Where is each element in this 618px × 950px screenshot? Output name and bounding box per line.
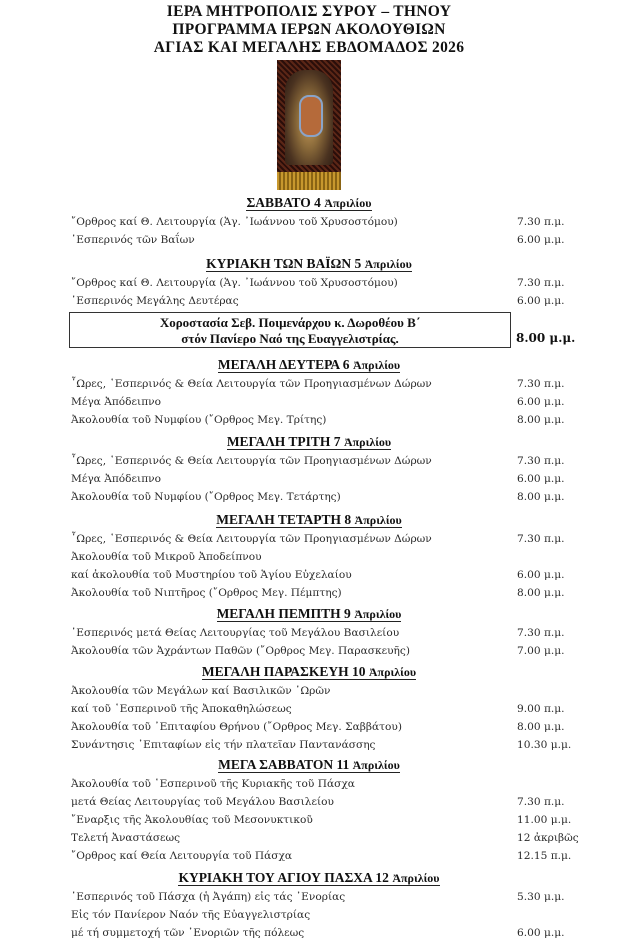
service-time: 8.00 μ.μ.: [517, 490, 565, 503]
service-time: 5.30 μ.μ.: [517, 891, 565, 903]
day-heading: [0, 357, 618, 373]
service-label: ῾Εσπερινός τοῦ Πάσχα (ἡ Ἀγάπη) εἰς τάς ᾿Ενορίας: [71, 891, 346, 903]
service-time: 12 ἀκριβῶς: [517, 831, 579, 844]
day-month: Ἀπριλίου: [343, 435, 392, 449]
service-label: Ἀκολουθία τοῦ Νιπτῆρος (῎Ορθρος Μεγ. Πέμπτης): [71, 586, 342, 599]
service-time: 12.15 π.μ.: [517, 849, 572, 862]
service-time: 7.30 π.μ.: [517, 795, 565, 808]
service-label: καί ἀκολουθία τοῦ Μυστηρίου τοῦ Ἁγίου Εὐχελαίου: [71, 568, 352, 581]
day-title: ΜΕΓΑΛΗ ΔΕΥΤΕΡΑ 6: [217, 357, 353, 372]
header-diocese: ΙΕΡΑ ΜΗΤΡΟΠΟΛΙΣ ΣΥΡΟΥ – ΤΗΝΟΥ: [166, 3, 452, 20]
service-time: 7.00 μ.μ.: [517, 644, 565, 657]
service-row: [71, 568, 601, 583]
day-month: Ἀπριλίου: [354, 513, 402, 527]
header-program: ΠΡΟΓΡΑΜΜΑ ΙΕΡΩΝ ΑΚΟΛΟΥΘΙΩΝ: [172, 21, 446, 38]
service-row: [71, 626, 601, 641]
service-row: [71, 454, 601, 469]
service-row: [71, 490, 601, 505]
day-month: Ἀπριλίου: [352, 358, 401, 372]
service-row: [71, 702, 601, 717]
day-heading-text: [202, 664, 416, 680]
service-label: ῟Ωρες, ῾Εσπερινός & Θεία Λειτουργία τῶν Προηγιασμένων Δώρων: [71, 455, 432, 467]
service-time: 7.30 π.μ.: [517, 216, 565, 228]
service-row: [71, 413, 601, 428]
service-time: 6.00 μ.μ.: [517, 294, 565, 307]
day-heading: [0, 512, 618, 528]
service-label: μέ τή συμμετοχή τῶν ᾿Ενοριῶν τῆς πόλεως: [71, 926, 305, 939]
service-time: 6.00 μ.μ.: [517, 233, 565, 246]
service-time: 11.00 μ.μ.: [517, 813, 572, 826]
highlight-line1: Χοροστασία Σεβ. Ποιμενάρχου κ. Δωροθέου Β΄: [159, 315, 421, 330]
service-label: καί τοῦ ῾Εσπερινοῦ τῆς Ἀποκαθηλώσεως: [71, 702, 292, 715]
day-heading-text: [178, 870, 439, 886]
service-label: Ἀκολουθία τοῦ ᾿Επιταφίου Θρήνου (῎Ορθρος Μεγ. Σαββάτου): [71, 720, 402, 733]
service-row: [71, 890, 601, 905]
service-time: 6.00 μ.μ.: [517, 926, 565, 939]
day-title: ΜΕΓΑΛΗ ΤΕΤΑΡΤΗ 8: [216, 512, 355, 527]
service-row: [71, 795, 601, 810]
header-week: ΑΓΙΑΣ ΚΑΙ ΜΕΓΑΛΗΣ ΕΒΔΟΜΑΔΟΣ 2026: [153, 39, 465, 56]
service-time: 10.30 μ.μ.: [517, 738, 572, 751]
service-label: ῾Εσπερινός Μεγάλης Δευτέρας: [71, 294, 239, 307]
day-title: ΜΕΓΑΛΗ ΠΕΜΠΤΗ 9: [216, 606, 355, 621]
day-heading-text: [246, 195, 371, 211]
day-month: Ἀπριλίου: [352, 758, 400, 772]
day-heading-text: [216, 512, 402, 528]
day-month: Ἀπριλίου: [364, 257, 412, 271]
service-label: Μέγα Ἀπόδειπνο: [71, 395, 161, 408]
day-month: Ἀπριλίου: [368, 665, 417, 679]
service-row: [71, 684, 601, 699]
highlight-line2: στόν Πανίερο Ναό της Ευαγγελιστρίας.: [181, 331, 399, 346]
day-heading-text: [217, 606, 402, 622]
service-time: 6.00 μ.μ.: [517, 395, 565, 408]
day-month: Ἀπριλίου: [324, 196, 372, 210]
highlight-time: 8.00 μ.μ.: [516, 331, 576, 345]
day-title: ΚΥΡΙΑΚΗ ΤΩΝ ΒΑΪΩΝ 5: [206, 256, 365, 271]
service-row: [71, 377, 601, 392]
service-row: [71, 720, 601, 735]
service-label: ῎Εναρξις τῆς Ἀκολουθίας τοῦ Μεσονυκτικοῦ: [71, 813, 313, 826]
service-label: Ἀκολουθία τοῦ Μικροῦ Ἀποδείπνου: [71, 550, 262, 563]
service-row: [71, 908, 601, 923]
service-row: [71, 472, 601, 487]
service-label: Τελετή Ἀναστάσεως: [71, 831, 181, 844]
day-month: Ἀπριλίου: [354, 607, 402, 621]
service-label: μετά Θείας Λειτουργίας τοῦ Μεγάλου Βασιλείου: [71, 795, 334, 808]
service-label: Ἀκολουθία τῶν Μεγάλων καί Βασιλικῶν ῾Ωρῶν: [71, 685, 331, 697]
day-heading-text: [206, 256, 412, 272]
day-title: ΜΕΓΑΛΗ ΤΡΙΤΗ 7: [226, 434, 344, 449]
service-label: ῎Ορθρος καί Θ. Λειτουργία (Ἁγ. ᾿Ιωάννου τοῦ Χρυσοστόμου): [71, 216, 398, 228]
service-time: 7.30 π.μ.: [517, 627, 565, 639]
day-heading: [0, 606, 618, 622]
service-time: 6.00 μ.μ.: [517, 472, 565, 485]
service-row: [71, 644, 601, 659]
service-label: ῟Ωρες, ῾Εσπερινός & Θεία Λειτουργία τῶν Προηγιασμένων Δώρων: [71, 533, 432, 545]
service-time: 7.30 π.μ.: [517, 533, 565, 545]
service-row: [71, 738, 601, 753]
day-heading: [0, 256, 618, 272]
day-title: ΜΕΓΑ ΣΑΒΒΑΤΟΝ 11: [218, 757, 353, 772]
service-time: 8.00 μ.μ.: [517, 720, 565, 733]
service-row: [71, 233, 601, 248]
service-label: Ἀκολουθία τοῦ ῾Εσπερινοῦ τῆς Κυριακῆς τοῦ Πάσχα: [71, 778, 355, 790]
epitaphios-image: [277, 60, 341, 190]
service-time: 8.00 μ.μ.: [517, 586, 565, 599]
service-time: 8.00 μ.μ.: [517, 413, 565, 426]
service-label: Ἀκολουθία τοῦ Νυμφίου (῎Ορθρος Μεγ. Τρίτης): [71, 413, 327, 426]
image-fringe: [277, 172, 341, 190]
service-row: [71, 276, 601, 291]
service-label: ῾Εσπερινός τῶν Βαΐων: [71, 233, 195, 246]
service-time: 7.30 π.μ.: [517, 455, 565, 467]
service-row: [71, 550, 601, 565]
service-row: [71, 926, 601, 941]
service-row: [71, 831, 601, 846]
service-row: [71, 215, 601, 230]
service-time: 7.30 π.μ.: [517, 277, 565, 289]
day-heading: [0, 870, 618, 886]
day-heading-text: [227, 434, 391, 450]
day-heading: [0, 434, 618, 450]
service-row: [71, 586, 601, 601]
day-heading: [0, 664, 618, 680]
service-row: [71, 777, 601, 792]
service-label: ῎Ορθρος καί Θεία Λειτουργία τοῦ Πάσχα: [71, 849, 293, 862]
service-label: Ἀκολουθία τῶν Ἀχράντων Παθῶν (῎Ορθρος Μεγ. Παρασκευῆς): [71, 644, 410, 657]
day-heading-text: [218, 357, 400, 373]
service-label: ῾Εσπερινός μετά Θείας Λειτουργίας τοῦ Μεγάλου Βασιλείου: [71, 627, 400, 639]
service-label: ῟Ωρες, ῾Εσπερινός & Θεία Λειτουργία τῶν Προηγιασμένων Δώρων: [71, 378, 432, 390]
day-title: ΜΕΓΑΛΗ ΠΑΡΑΣΚΕΥΗ 10: [201, 664, 369, 679]
service-label: Εἰς τόν Πανίερον Ναόν τῆς Εὐαγγελιστρίας: [71, 908, 311, 921]
service-label: Ἀκολουθία τοῦ Νυμφίου (῎Ορθρος Μεγ. Τετάρτης): [71, 490, 341, 503]
service-time: 9.00 π.μ.: [517, 702, 565, 715]
day-month: Ἀπριλίου: [392, 871, 440, 885]
highlight-box: [69, 312, 511, 348]
day-title: ΚΥΡΙΑΚΗ ΤΟΥ ΑΓΙΟΥ ΠΑΣΧΑ 12: [178, 870, 393, 885]
day-heading: [0, 757, 618, 773]
service-row: [71, 532, 601, 547]
day-title: ΣΑΒΒΑΤΟ 4: [246, 195, 325, 210]
service-row: [71, 294, 601, 309]
service-label: Μέγα Ἀπόδειπνο: [71, 472, 161, 485]
service-row: [71, 849, 601, 864]
service-label: ῎Ορθρος καί Θ. Λειτουργία (Ἁγ. ᾿Ιωάννου τοῦ Χρυσοστόμου): [71, 277, 398, 289]
service-row: [71, 813, 601, 828]
image-figure: [299, 95, 323, 137]
service-time: 6.00 μ.μ.: [517, 568, 565, 581]
service-label: Συνάντησις ᾿Επιταφίων εἰς τήν πλατεῖαν Παντανάσσης: [71, 738, 376, 751]
day-heading: [0, 195, 618, 211]
service-time: 7.30 π.μ.: [517, 378, 565, 390]
service-row: [71, 395, 601, 410]
day-heading-text: [218, 757, 400, 773]
